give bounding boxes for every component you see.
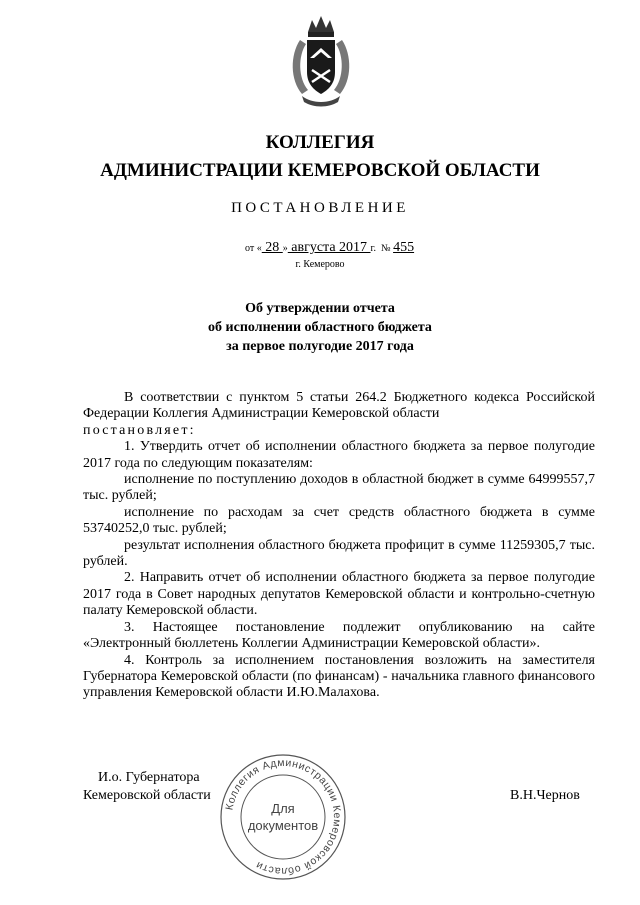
official-stamp	[218, 752, 348, 882]
date-month-year: августа 2017	[287, 240, 371, 255]
item-1: 1. Утвердить отчет об исполнении областного бюджета за первое полугодие 2017 года по следующим показателям:	[83, 439, 595, 471]
number-label: №	[381, 243, 391, 254]
item-3: 3. Настоящее постановление подлежит опубликованию на сайте «Электронный бюллетень Коллегии Администрации Кемеровской области».	[83, 619, 595, 652]
date-day: 28	[261, 240, 283, 255]
date-line	[245, 240, 414, 256]
item-4: 4. Контроль за исполнением постановления возложить на заместителя Губернатора Кемеровской области (по финансам) - начальника главного финансового управления Кемеровской области И.Ю.Малахова.	[83, 652, 595, 701]
document-title	[0, 299, 640, 356]
signatory-name: В.Н.Чернов	[510, 788, 580, 803]
item-1-revenue: исполнение по поступлению доходов в областной бюджет в сумме 64999557,7 тыс. рублей;	[83, 472, 595, 504]
title-line3: за первое полугодие 2017 года	[226, 339, 414, 354]
date-prefix: от «	[245, 243, 262, 254]
organization-name-line2: АДМИНИСТРАЦИИ КЕМЕРОВСКОЙ ОБЛАСТИ	[100, 160, 540, 181]
coat-of-arms-emblem	[288, 10, 354, 110]
item-1-result: результат исполнения областного бюджета профицит в сумме 11259305,7 тыс. рублей.	[83, 537, 595, 570]
document-type: ПОСТАНОВЛЕНИЕ	[231, 200, 409, 216]
stamp-center-line1: Для	[271, 801, 295, 816]
title-line1: Об утверждении отчета	[245, 301, 395, 316]
date-year-suffix: г.	[370, 243, 377, 254]
signatory-position-line1: И.о. Губернатора	[98, 770, 200, 785]
document-number: 455	[393, 240, 415, 255]
document-body	[83, 390, 595, 702]
city: г. Кемерово	[295, 259, 345, 270]
stamp-ring-text: Коллегия Администрации Кемеровской области	[223, 756, 344, 878]
date-quote-close: »	[282, 243, 288, 254]
stamp-center-line2: документов	[247, 818, 319, 833]
item-1-expense: исполнение по расходам за счет средств областного бюджета в сумме 53740252,0 тыс. рублей;	[83, 504, 595, 537]
organization-name-line1: КОЛЛЕГИЯ	[265, 132, 375, 153]
signatory-position-line2: Кемеровской области	[83, 788, 211, 803]
intro-paragraph: В соответствии с пунктом 5 статьи 264.2 Бюджетного кодекса Российской Федерации Коллегия Администрации Кемеровской области	[83, 390, 595, 422]
resolves-word: постановляет:	[83, 422, 196, 438]
item-2: 2. Направить отчет об исполнении областного бюджета за первое полугодие 2017 года в Совет народных депутатов Кемеровской области и контрольно-счетную палату Кемеровской области.	[83, 570, 595, 619]
title-line2: об исполнении областного бюджета	[208, 320, 432, 335]
